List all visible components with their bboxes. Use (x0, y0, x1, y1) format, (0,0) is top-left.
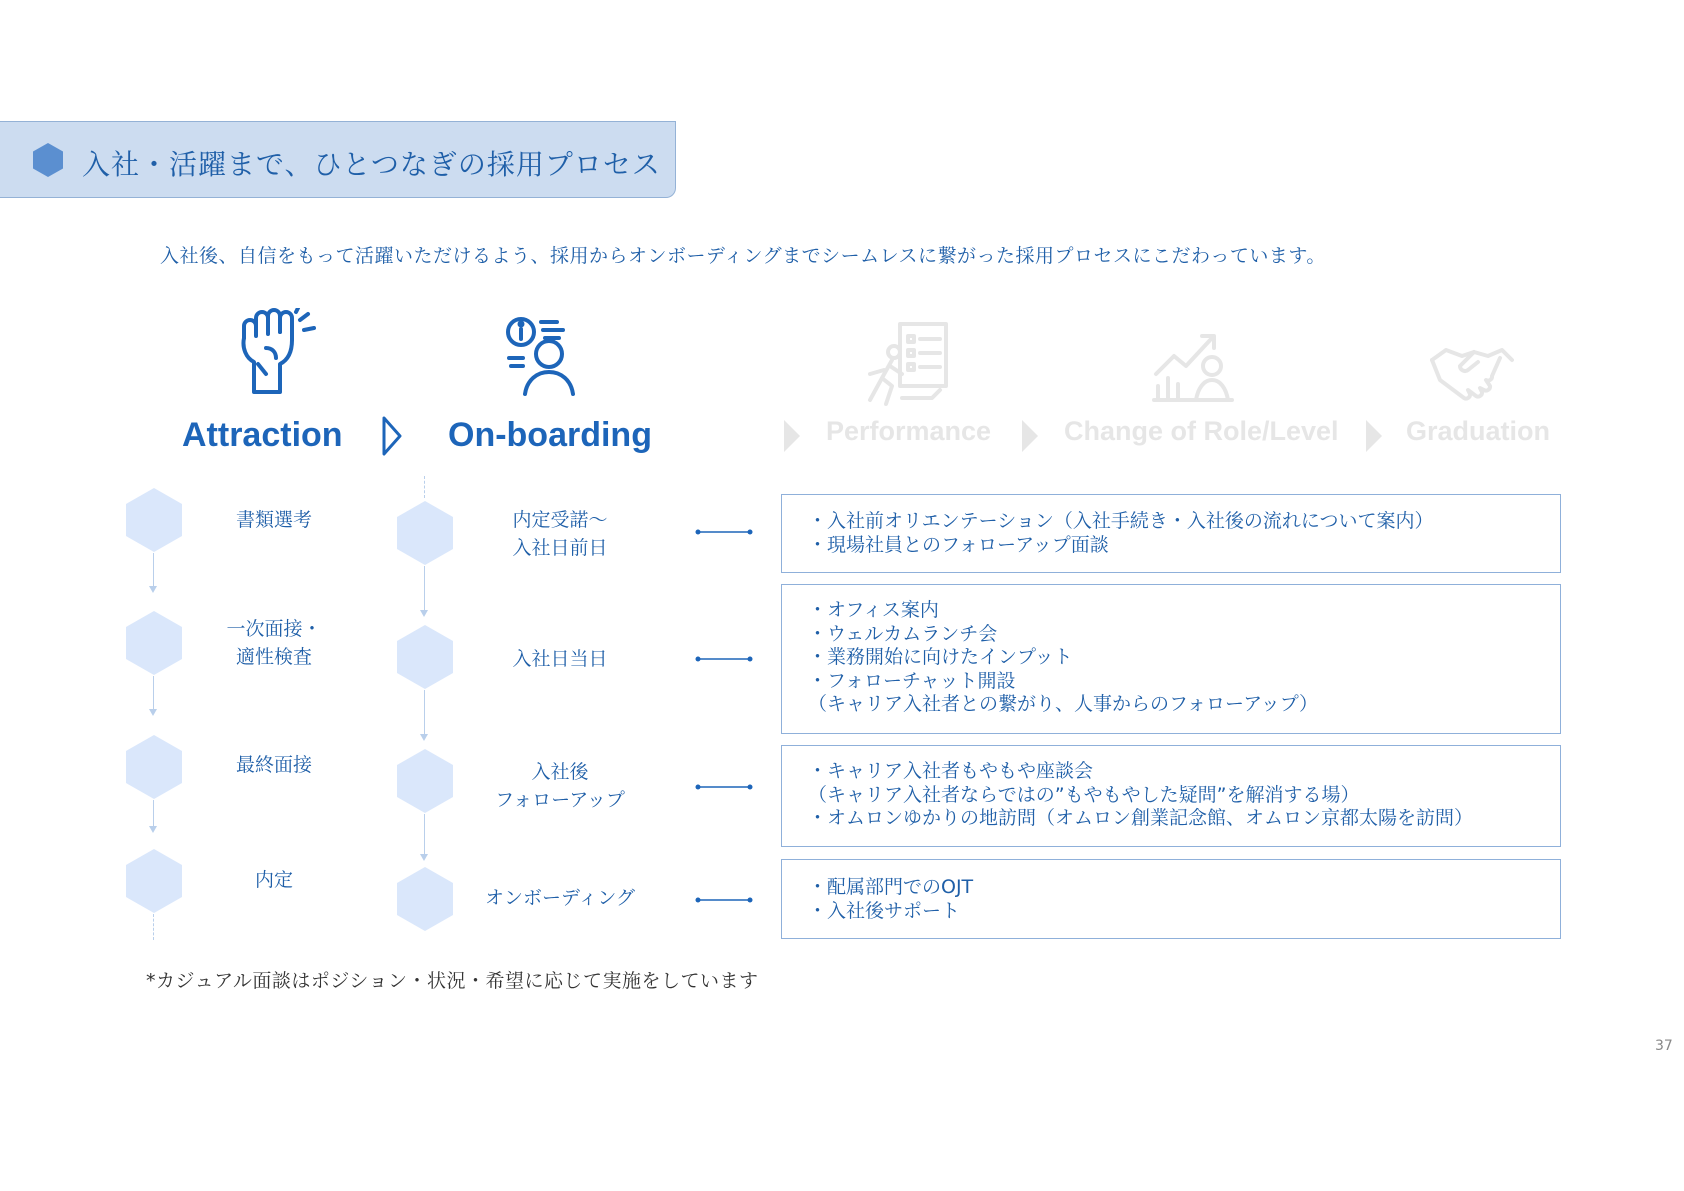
growth-chart-icon (1152, 326, 1234, 402)
step-hexagon (125, 610, 183, 676)
page-title: 入社・活躍まで、ひとつなぎの採用プロセス (82, 148, 661, 181)
onboarding-step-label: 入社後 フォローアップ (495, 761, 625, 811)
step-hexagon (396, 866, 454, 932)
arrow-down-icon (149, 826, 157, 833)
attraction-step-label: 内定 (254, 869, 293, 891)
flow-line (153, 553, 154, 590)
detail-line: ・フォローチャット開設 (808, 669, 1016, 692)
stage-onboarding-label: On-boarding (448, 416, 652, 454)
page-subtitle: 入社後、自信をもって活躍いただけるよう、採用からオンボーディングまでシームレスに繋がった採用プロセスにこだわっています。 (160, 245, 1326, 267)
chevron-right-icon (380, 416, 404, 456)
raised-fist-icon (236, 308, 320, 400)
detail-line: ・オムロンゆかりの地訪問（オムロン創業記念館、オムロン京都太陽を訪問） (808, 807, 1474, 829)
stage-change-role-label: Change of Role/Level (1064, 416, 1339, 446)
arrow-down-icon (149, 709, 157, 716)
person-info-icon (503, 314, 583, 396)
detail-line: ・キャリア入社者もやもや座談会 (808, 760, 1094, 782)
connector-line (695, 654, 753, 664)
onboarding-step-label: 内定受諾〜 入社日前日 (512, 509, 608, 559)
step-hexagon (125, 848, 183, 914)
hexagon-icon (30, 142, 66, 178)
handshake-icon (1430, 344, 1514, 404)
detail-line: ・オフィス案内 (808, 599, 939, 621)
detail-line: ・ウェルカムランチ会 (808, 622, 998, 645)
stage-attraction-label: Attraction (182, 416, 343, 454)
flow-line (424, 690, 425, 738)
arrow-down-icon (420, 734, 428, 741)
chevron-right-icon (782, 418, 802, 454)
step-hexagon (125, 487, 183, 553)
arrow-down-icon (420, 610, 428, 617)
flow-line (424, 814, 425, 858)
detail-line: ・業務開始に向けたインプット (808, 646, 1073, 668)
stage-graduation-label: Graduation (1406, 416, 1551, 446)
detail-box (781, 745, 1561, 847)
attraction-step-label: 書類選考 (235, 509, 312, 531)
arrow-down-icon (420, 854, 428, 861)
onboarding-step-label: 入社日当日 (512, 648, 608, 670)
detail-line: ・入社後サポート (808, 899, 961, 922)
detail-line: （キャリア入社者ならではの”もやもやした疑問”を解消する場） (808, 783, 1360, 806)
connector-line (695, 527, 753, 537)
checklist-runner-icon (862, 322, 950, 414)
connector-line (695, 895, 753, 905)
flow-line (153, 676, 154, 713)
step-hexagon (396, 748, 454, 814)
connector-line (695, 782, 753, 792)
chevron-right-icon (1364, 418, 1384, 454)
step-hexagon (125, 734, 183, 800)
detail-box (781, 584, 1561, 734)
chevron-right-icon (1020, 418, 1040, 454)
step-hexagon (396, 624, 454, 690)
stage-performance-label: Performance (826, 416, 992, 446)
detail-line: ・現場社員とのフォローアップ面談 (808, 533, 1109, 556)
attraction-step-label: 最終面接 (235, 754, 312, 776)
flow-line (153, 914, 154, 940)
onboarding-step-label: オンボーディング (484, 887, 636, 909)
detail-line: ・配属部門でのOJT (808, 876, 974, 898)
flow-line (424, 476, 425, 498)
footnote: *カジュアル面談はポジション・状況・希望に応じて実施をしています (146, 970, 759, 992)
arrow-down-icon (149, 586, 157, 593)
attraction-step-label: 一次面接・ 適性検査 (226, 618, 322, 668)
page-number: 37 (1655, 1038, 1673, 1054)
detail-box (781, 494, 1561, 573)
step-hexagon (396, 500, 454, 566)
flow-line (424, 566, 425, 614)
detail-line: ・入社前オリエンテーション（入社手続き・入社後の流れについて案内） (808, 510, 1434, 532)
detail-line: （キャリア入社者との繋がり、人事からのフォローアップ） (808, 693, 1318, 715)
detail-box (781, 859, 1561, 939)
